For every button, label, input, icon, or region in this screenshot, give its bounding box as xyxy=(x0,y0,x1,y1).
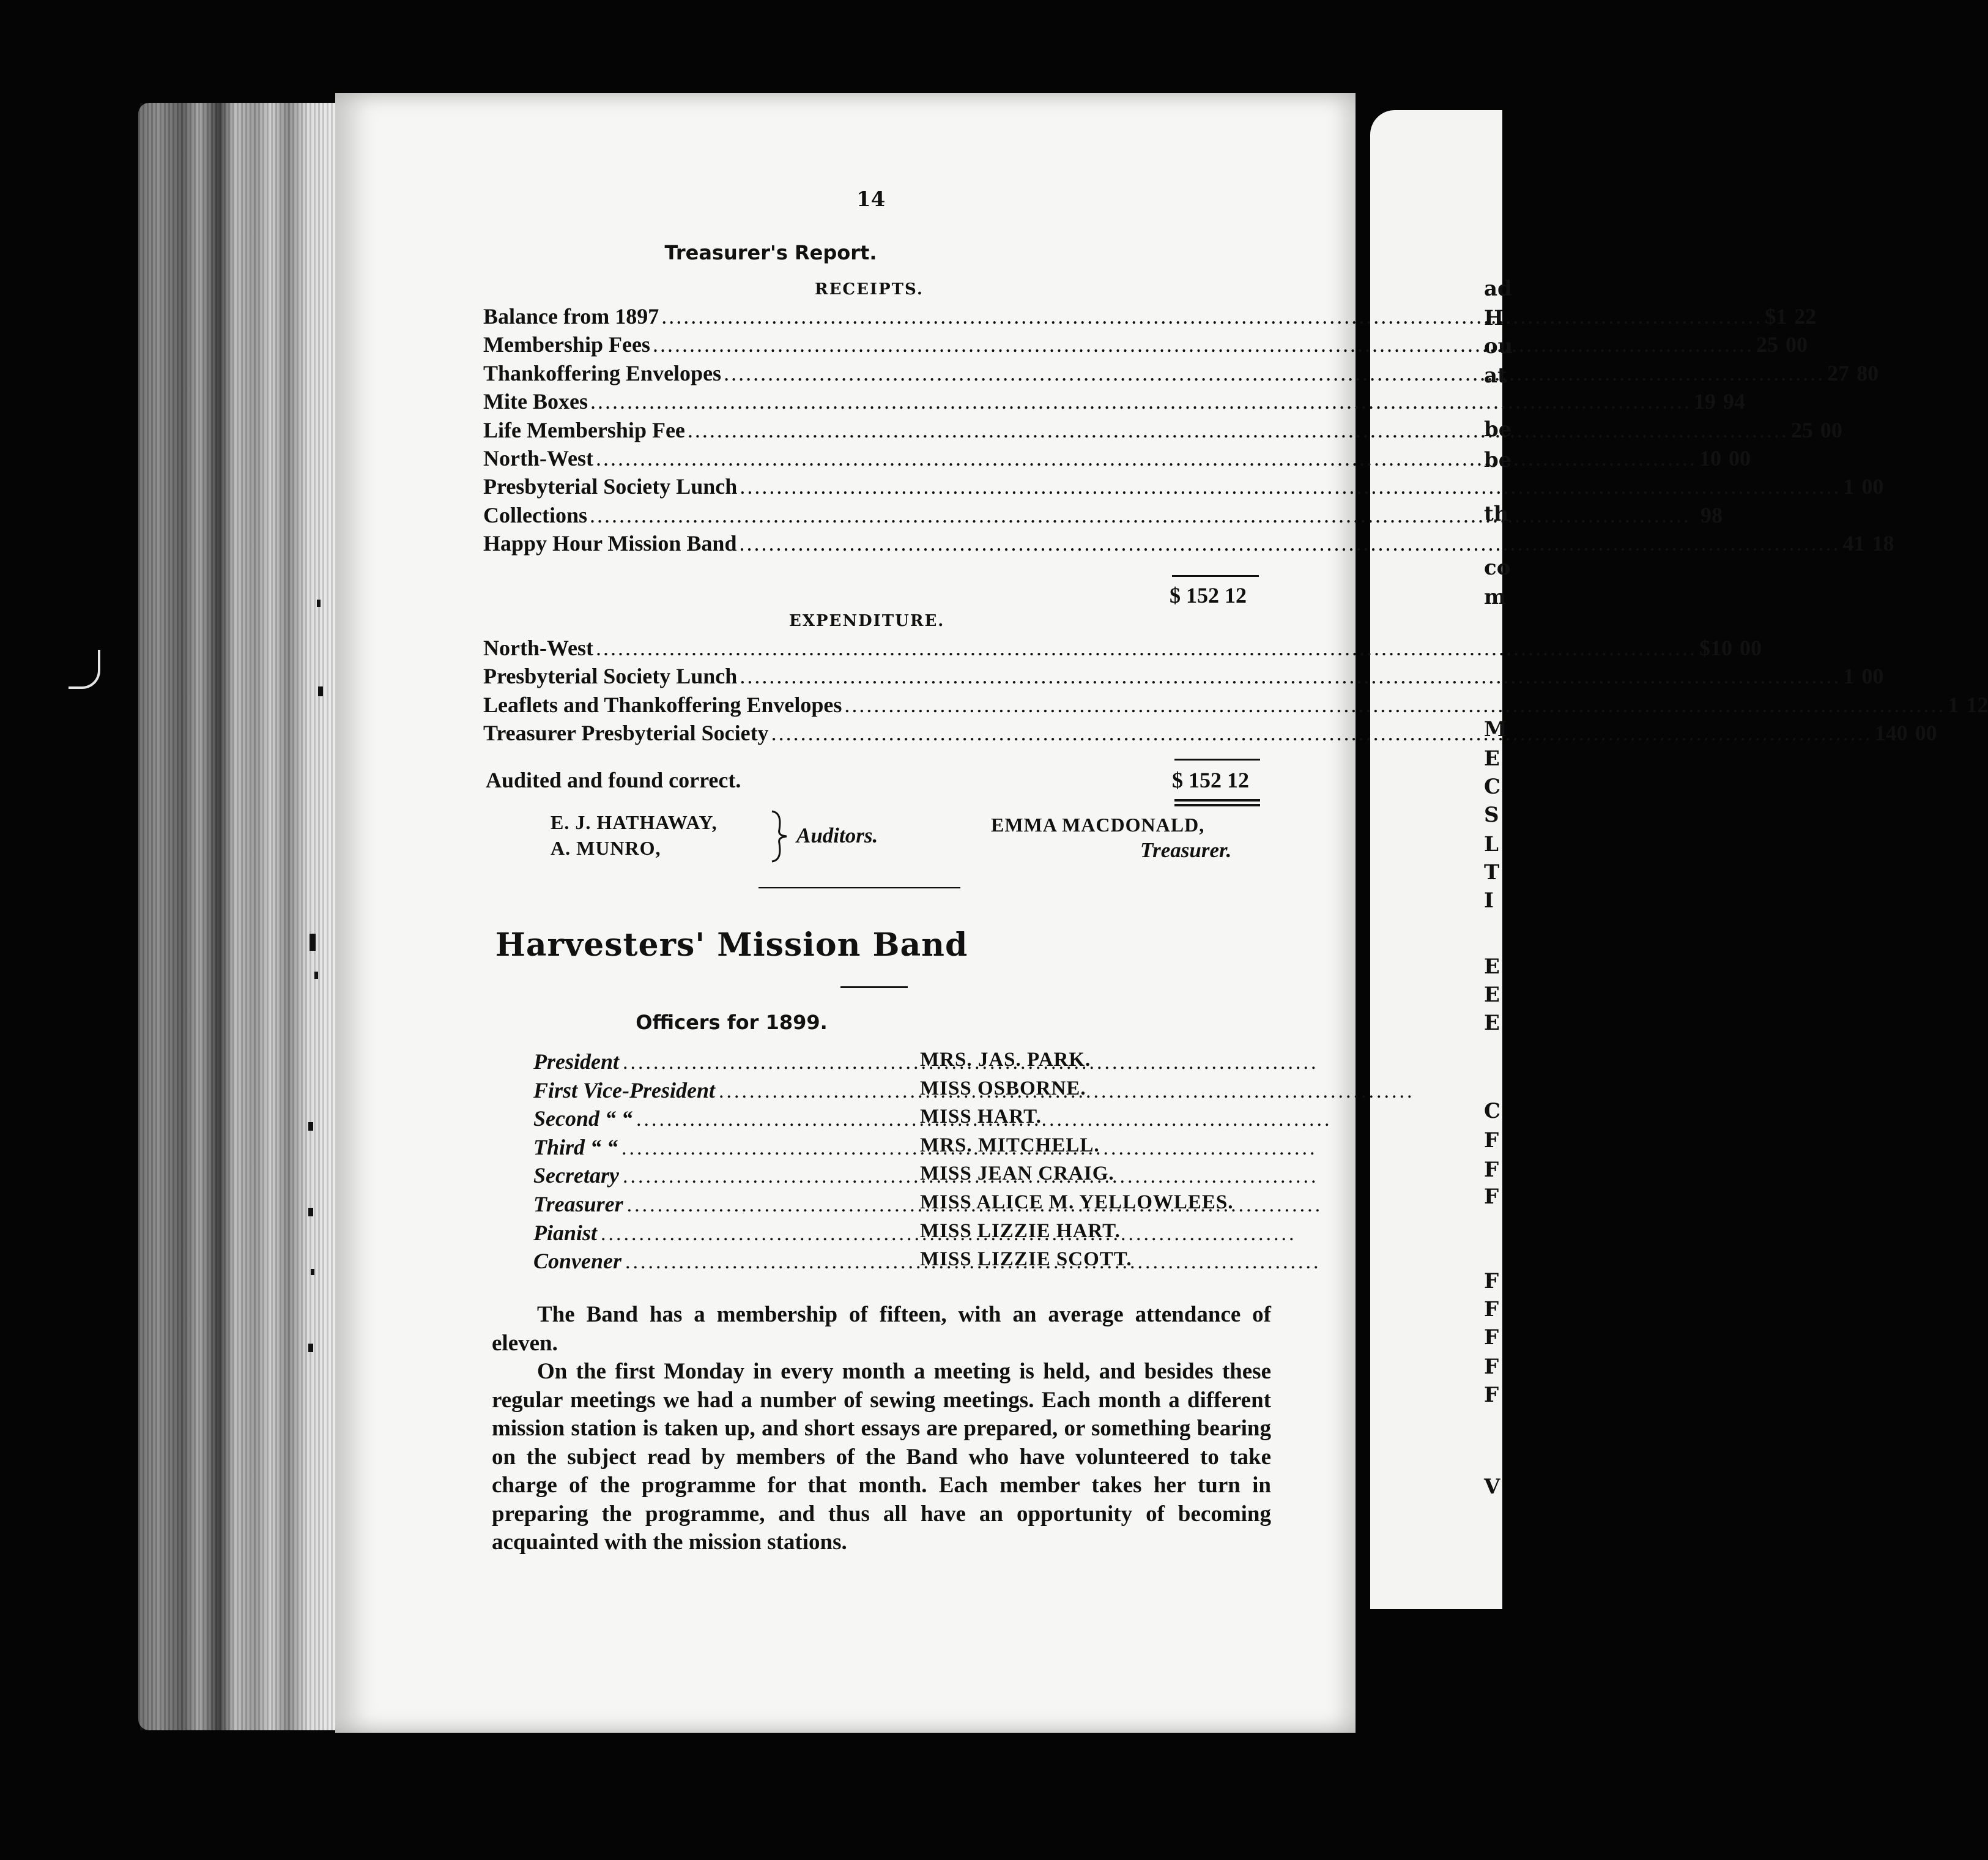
officer-name: MISS LIZZIE HART. xyxy=(920,1219,1121,1242)
ledger-label: Presbyterial Society Lunch xyxy=(483,664,738,689)
ledger-row xyxy=(483,663,1884,691)
leader-dots xyxy=(596,445,1697,471)
total-rule xyxy=(1172,575,1259,577)
facing-page-fragment: F xyxy=(1484,1185,1499,1209)
officer-name: MISS JEAN CRAIG. xyxy=(920,1162,1115,1185)
amount-cents: 00 xyxy=(1728,445,1751,471)
facing-page-fragment: ou xyxy=(1484,334,1513,359)
ledger-amount xyxy=(1843,663,1883,689)
receipts-heading: RECEIPTS. xyxy=(815,280,924,299)
ledger-amount xyxy=(1710,635,1762,661)
amount-cents: 00 xyxy=(1861,664,1884,689)
auditor-name: E. J. HATHAWAY, xyxy=(551,811,718,833)
officer-role: Convener xyxy=(533,1249,621,1274)
ledger-row xyxy=(483,635,1762,663)
officer-row xyxy=(533,1077,1267,1106)
facing-page-fragment: m xyxy=(1484,585,1506,609)
section-divider xyxy=(758,887,960,888)
amount-dollars: 41 xyxy=(1842,531,1865,556)
ledger-label: Leaflets and Thankoffering Envelopes xyxy=(483,692,842,717)
facing-page-fragment: F xyxy=(1484,1297,1499,1322)
amount-dollars: 10 xyxy=(1710,636,1732,660)
amount-dollars: 10 xyxy=(1699,445,1721,471)
leader-dots xyxy=(653,332,1754,357)
ledger-row xyxy=(483,417,1842,445)
ledger-label: Life Membership Fee xyxy=(483,417,685,442)
edge-mark xyxy=(311,1269,314,1275)
amount-dollars: 140 xyxy=(1874,721,1908,746)
amount-dollars: 25 xyxy=(1756,332,1778,357)
facing-page-fragment: C xyxy=(1484,1099,1501,1123)
leader-dots xyxy=(590,389,1691,414)
leader-dots xyxy=(625,1251,910,1274)
facing-page-fragment: F xyxy=(1484,1355,1499,1379)
facing-page-fragment: H xyxy=(1484,306,1504,330)
ledger-amount xyxy=(1694,389,1745,414)
page-number: 14 xyxy=(856,187,886,212)
ledger-label: Treasurer Presbyterial Society xyxy=(483,721,769,746)
officer-name: MRS. MITCHELL. xyxy=(920,1134,1100,1156)
leader-dots xyxy=(719,1080,910,1103)
facing-page-fragment: th xyxy=(1484,502,1509,526)
leader-dots xyxy=(627,1194,910,1217)
ledger-currency: $ xyxy=(1699,636,1710,660)
ledger-row xyxy=(483,720,1937,748)
amount-cents: 80 xyxy=(1856,360,1879,385)
ledger-row xyxy=(483,303,1817,332)
facing-page-fragment: C xyxy=(1484,775,1501,799)
ledger-label: Membership Fees xyxy=(483,332,650,357)
ledger-label: Balance from 1897 xyxy=(483,304,659,329)
expenditure-list xyxy=(483,635,1988,749)
officer-role: Pianist xyxy=(533,1220,598,1245)
ledger-label: North-West xyxy=(483,636,593,660)
amount-cents: 00 xyxy=(1739,636,1762,660)
ledger-row xyxy=(483,389,1745,417)
facing-page-fragment: L xyxy=(1484,832,1499,857)
officers-list xyxy=(533,1049,1267,1277)
officer-row xyxy=(533,1106,1267,1134)
officer-row xyxy=(533,1191,1267,1220)
edge-mark xyxy=(314,972,318,979)
margin-mark xyxy=(69,650,100,689)
expenditure-heading: EXPENDITURE. xyxy=(789,612,945,630)
ledger-row xyxy=(483,530,1894,559)
total-rule xyxy=(1174,759,1260,761)
amount-dollars: 1 xyxy=(1776,304,1787,329)
officer-name: MISS HART. xyxy=(920,1106,1042,1128)
edge-mark xyxy=(318,686,323,696)
amount-cents: 00 xyxy=(1915,721,1937,746)
amount-dollars: 25 xyxy=(1790,417,1813,442)
ledger-label: North-West xyxy=(483,445,593,471)
treasurer-signature-title: Treasurer. xyxy=(1140,838,1232,862)
amount-cents: 00 xyxy=(1785,332,1808,357)
leader-dots xyxy=(623,1051,910,1074)
ledger-amount xyxy=(1842,530,1894,556)
ledger-amount xyxy=(1699,445,1751,471)
leader-dots xyxy=(601,1222,910,1246)
facing-page-fragment: V xyxy=(1484,1475,1500,1499)
facing-page-fragment: E xyxy=(1484,1011,1500,1035)
facing-page-fragment: E xyxy=(1484,746,1500,771)
facing-page-fragment: E xyxy=(1484,954,1500,979)
officer-row xyxy=(533,1049,1267,1077)
ledger-label: Collections xyxy=(483,502,587,527)
facing-page-fragment: ad xyxy=(1484,277,1512,301)
auditor-name: A. MUNRO, xyxy=(551,837,661,859)
facing-page-fragment: be xyxy=(1484,448,1512,472)
ledger-label: Presbyterial Society Lunch xyxy=(483,474,738,499)
ledger-label: Happy Hour Mission Band xyxy=(483,531,737,556)
officer-role: Treasurer xyxy=(533,1191,623,1216)
leader-dots xyxy=(739,530,1840,556)
leader-dots xyxy=(740,474,1841,499)
facing-page-fragment: F xyxy=(1484,1325,1499,1350)
leader-dots xyxy=(621,1137,910,1160)
officer-row xyxy=(533,1220,1267,1249)
amount-cents: 00 xyxy=(1820,417,1842,442)
officer-role: Secretary xyxy=(533,1163,619,1188)
ledger-amount xyxy=(1756,332,1808,357)
facing-page-fragment: be xyxy=(1484,417,1512,442)
mission-band-title: Harvesters' Mission Band xyxy=(495,926,968,964)
officer-role: First Vice-President xyxy=(533,1077,715,1103)
officer-row xyxy=(533,1134,1267,1163)
ledger-amount xyxy=(1776,303,1816,329)
auditors-brace xyxy=(768,809,789,864)
mission-band-report xyxy=(492,1301,1271,1557)
ledger-amount xyxy=(1875,720,1937,746)
officer-name: MISS OSBORNE. xyxy=(920,1077,1086,1099)
leader-dots xyxy=(688,417,1789,443)
amount-dollars: 1 xyxy=(1948,692,1959,717)
double-rule xyxy=(1174,804,1260,806)
ledger-amount xyxy=(1948,692,1988,718)
officer-role: President xyxy=(533,1049,619,1074)
ledger-label: Mite Boxes xyxy=(483,389,588,414)
amount-dollars: 19 xyxy=(1693,389,1716,414)
auditors-label: Auditors. xyxy=(796,824,878,847)
facing-page-fragment: M xyxy=(1484,717,1507,742)
amount-dollars: 27 xyxy=(1827,360,1850,385)
leader-dots xyxy=(623,1165,910,1188)
leader-dots xyxy=(740,663,1841,689)
officer-row xyxy=(533,1248,1267,1277)
expenditure-total: $ 152 12 xyxy=(1172,768,1249,792)
ledger-amount xyxy=(1693,502,1723,528)
amount-cents: 12 xyxy=(1966,692,1988,717)
facing-page-fragment: F xyxy=(1484,1158,1499,1182)
edge-mark xyxy=(308,1208,313,1216)
facing-page-fragment: S xyxy=(1484,803,1499,827)
ledger-label: Thankoffering Envelopes xyxy=(483,360,722,385)
officer-name: MISS ALICE M. YELLOWLEES. xyxy=(920,1191,1234,1213)
ledger-amount xyxy=(1791,417,1842,443)
ledger-amount xyxy=(1843,474,1883,499)
leader-dots xyxy=(661,303,1762,329)
amount-dollars: 1 xyxy=(1843,474,1855,499)
facing-page-fragment: I xyxy=(1484,888,1494,913)
ledger-row xyxy=(483,692,1988,720)
amount-dollars: 1 xyxy=(1843,664,1855,689)
leader-dots xyxy=(636,1108,910,1131)
ledger-row xyxy=(483,474,1884,502)
facing-page-fragment: T xyxy=(1484,860,1500,885)
edge-mark xyxy=(317,600,321,607)
facing-page-fragment: at xyxy=(1484,363,1507,388)
leader-dots xyxy=(590,502,1691,528)
leader-dots xyxy=(596,635,1697,661)
facing-page-fragment: F xyxy=(1484,1383,1499,1407)
facing-page-fragment: F xyxy=(1484,1269,1499,1293)
officers-heading: Officers for 1899. xyxy=(636,1011,828,1034)
treasurer-signature-name: EMMA MACDONALD, xyxy=(991,814,1205,836)
double-rule xyxy=(1174,799,1260,802)
receipts-total: $ 152 12 xyxy=(1170,583,1247,608)
paragraph: The Band has a membership of fifteen, with an average attendance of eleven. xyxy=(492,1302,1271,1356)
amount-cents: 22 xyxy=(1794,304,1817,329)
officer-row xyxy=(533,1162,1267,1191)
paragraph: On the first Monday in every month a meeting is held, and besides these regular meetings we had a number of sewing meetings. Each month a different mission station is taken up, and short essays are prepared, or something bearing on the subject read by members of the Band who have volunteered to take charge of the programme for that month. Each member takes her turn in preparing the programme, and thus all have an opportunity of becoming acquainted with the mission stations. xyxy=(492,1359,1271,1555)
facing-page-fragment: co xyxy=(1484,556,1511,580)
amount-cents: 00 xyxy=(1861,474,1884,499)
officer-name: MRS. JAS. PARK. xyxy=(920,1049,1091,1071)
audited-statement: Audited and found correct. xyxy=(486,768,741,792)
ledger-amount xyxy=(1827,360,1879,386)
amount-cents: 18 xyxy=(1872,531,1894,556)
ledger-currency: $ xyxy=(1765,304,1776,329)
edge-mark xyxy=(308,1122,313,1131)
book-page-edges xyxy=(138,103,340,1730)
officer-role: Second “ “ xyxy=(533,1106,632,1131)
title-underline xyxy=(840,986,908,988)
officer-role: Third “ “ xyxy=(533,1134,618,1159)
treasurer-report-title: Treasurer's Report. xyxy=(664,241,877,264)
facing-page-fragment: E xyxy=(1484,983,1500,1007)
amount-cents: 94 xyxy=(1723,389,1745,414)
leader-dots xyxy=(844,692,1945,718)
leader-dots xyxy=(771,720,1872,746)
edge-mark xyxy=(308,1344,313,1352)
facing-page-fragment: F xyxy=(1484,1128,1499,1153)
leader-dots xyxy=(724,360,1825,386)
amount-cents: 98 xyxy=(1700,502,1723,527)
officer-name: MISS LIZZIE SCOTT. xyxy=(920,1248,1132,1271)
